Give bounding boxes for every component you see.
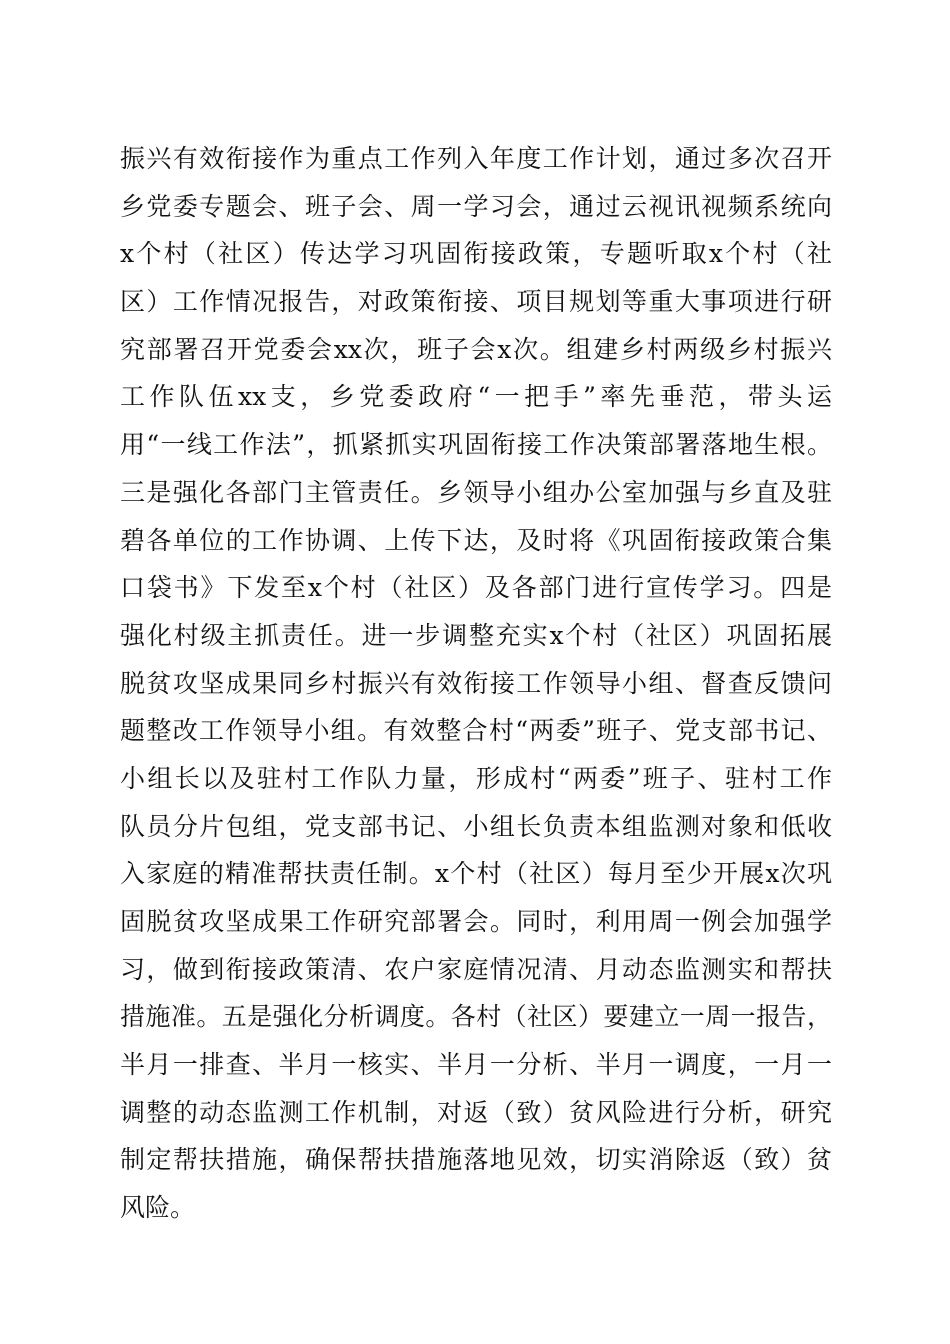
text-line: 究部署召开党委会xx次，班子会x次。组建乡村两级乡村振兴 bbox=[120, 334, 832, 364]
text-line: 入家庭的精准帮扶责任制。x个村（社区）每月至少开展x次巩 bbox=[120, 859, 832, 889]
body-paragraph bbox=[120, 135, 832, 1232]
text-line: 区）工作情况报告，对政策衔接、项目规划等重大事项进行研 bbox=[120, 287, 832, 317]
text-line: 措施准。五是强化分析调度。各村（社区）要建立一周一报告， bbox=[120, 1002, 832, 1032]
text-line: 碧各单位的工作协调、上传下达，及时将《巩固衔接政策合集 bbox=[120, 525, 832, 555]
text-line-last: 风险。 bbox=[120, 1193, 196, 1223]
text-line: 用“一线工作法”，抓紧抓实巩固衔接工作决策部署落地生根。 bbox=[120, 430, 832, 460]
text-line: 小组长以及驻村工作队力量，形成村“两委”班子、驻村工作 bbox=[120, 763, 832, 793]
text-line: 调整的动态监测工作机制，对返（致）贫风险进行分析，研究 bbox=[120, 1097, 832, 1127]
text-line: 习，做到衔接政策清、农户家庭情况清、月动态监测实和帮扶 bbox=[120, 954, 832, 984]
text-line: 振兴有效衔接作为重点工作列入年度工作计划，通过多次召开 bbox=[120, 144, 832, 173]
text-line: 半月一排查、半月一核实、半月一分析、半月一调度，一月一 bbox=[120, 1050, 832, 1080]
text-line: 工作队伍xx支，乡党委政府“一把手”率先垂范，带头运 bbox=[120, 382, 832, 412]
text-line: 乡党委专题会、班子会、周一学习会，通过云视讯视频系统向 bbox=[120, 191, 832, 221]
text-line: 制定帮扶措施，确保帮扶措施落地见效，切实消除返（致）贫 bbox=[120, 1145, 832, 1175]
text-line: 固脱贫攻坚成果工作研究部署会。同时，利用周一例会加强学 bbox=[120, 907, 832, 936]
text-line: 题整改工作领导小组。有效整合村“两委”班子、党支部书记、 bbox=[120, 716, 832, 746]
text-line: 强化村级主抓责任。进一步调整充实x个村（社区）巩固拓展 bbox=[120, 620, 832, 650]
text-line: x个村（社区）传达学习巩固衔接政策，专题听取x个村（社 bbox=[120, 239, 832, 269]
text-line: 队员分片包组，党支部书记、小组长负责本组监测对象和低收 bbox=[120, 811, 832, 841]
text-line: 口袋书》下发至x个村（社区）及各部门进行宣传学习。四是 bbox=[120, 573, 832, 603]
text-line: 脱贫攻坚成果同乡村振兴有效衔接工作领导小组、督查反馈问 bbox=[120, 668, 832, 698]
text-line: 三是强化各部门主管责任。乡领导小组办公室加强与乡直及驻 bbox=[120, 477, 832, 507]
